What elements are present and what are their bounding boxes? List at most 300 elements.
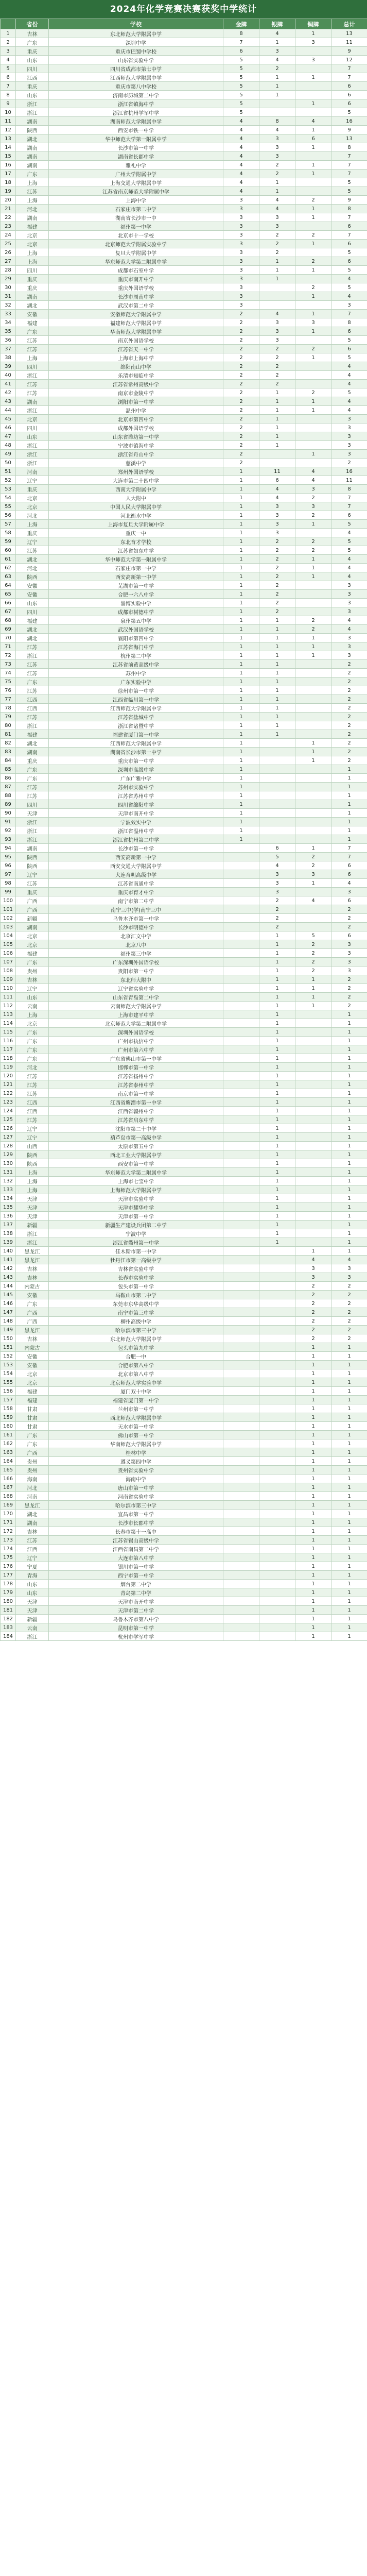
row-bronze: 1	[295, 844, 331, 853]
row-school: 长沙市周南中学	[49, 292, 223, 301]
row-province: 陕西	[16, 853, 49, 861]
row-gold: 1	[223, 511, 259, 520]
row-school: 江西省赣州中学	[49, 1107, 223, 1115]
row-gold	[223, 1492, 259, 1501]
row-province: 湖南	[16, 397, 49, 406]
table-row	[1, 1133, 367, 1142]
row-index: 121	[1, 1080, 16, 1089]
row-silver: 1	[259, 677, 295, 686]
row-bronze: 1	[295, 205, 331, 213]
row-bronze: 4	[295, 1256, 331, 1264]
table-row	[1, 896, 367, 905]
row-bronze	[295, 809, 331, 818]
table-row	[1, 1264, 367, 1273]
row-bronze: 1	[295, 1002, 331, 1010]
row-bronze: 1	[295, 642, 331, 651]
row-silver	[259, 1422, 295, 1431]
row-silver: 1	[259, 275, 295, 283]
table-row	[1, 301, 367, 310]
table-row	[1, 1492, 367, 1501]
table-row	[1, 1580, 367, 1588]
row-total: 2	[331, 748, 367, 756]
row-index: 35	[1, 327, 16, 336]
row-silver	[259, 459, 295, 467]
table-row	[1, 1080, 367, 1089]
row-bronze: 1	[295, 353, 331, 362]
table-row	[1, 1229, 367, 1238]
row-index: 162	[1, 1439, 16, 1448]
row-province: 北京	[16, 231, 49, 240]
row-total: 7	[331, 64, 367, 73]
row-index: 172	[1, 1527, 16, 1536]
row-silver: 1	[259, 730, 295, 739]
row-school: 新疆生产建设兵团第二中学	[49, 1221, 223, 1229]
row-total: 1	[331, 1483, 367, 1492]
row-province: 广东	[16, 1037, 49, 1045]
row-school: 葫芦岛市第一高级中学	[49, 1133, 223, 1142]
row-school: 华东师范大学第二附属中学	[49, 257, 223, 266]
row-silver	[259, 1510, 295, 1518]
row-index: 138	[1, 1229, 16, 1238]
row-index: 168	[1, 1492, 16, 1501]
row-gold: 1	[223, 607, 259, 616]
row-bronze	[295, 1238, 331, 1247]
row-school: 佳木斯市第一中学	[49, 1247, 223, 1256]
row-index: 33	[1, 310, 16, 318]
row-silver	[259, 1299, 295, 1308]
row-province: 上海	[16, 520, 49, 529]
table-row	[1, 213, 367, 222]
row-index: 52	[1, 476, 16, 485]
row-province: 北京	[16, 240, 49, 248]
row-gold: 1	[223, 713, 259, 721]
row-gold	[223, 1115, 259, 1124]
row-bronze: 1	[295, 29, 331, 38]
row-silver: 1	[259, 949, 295, 958]
row-bronze: 1	[295, 879, 331, 888]
row-total: 3	[331, 607, 367, 616]
table-row	[1, 318, 367, 327]
table-row	[1, 380, 367, 388]
row-school: 四川省绵阳中学	[49, 800, 223, 809]
row-school: 北京市第八中学	[49, 1369, 223, 1378]
row-bronze	[295, 529, 331, 537]
row-gold: 4	[223, 170, 259, 178]
table-row	[1, 336, 367, 345]
row-bronze: 1	[295, 739, 331, 748]
table-row	[1, 853, 367, 861]
row-gold	[223, 896, 259, 905]
row-index: 126	[1, 1124, 16, 1133]
row-province: 内蒙古	[16, 1282, 49, 1291]
row-bronze: 1	[295, 1545, 331, 1553]
row-index: 170	[1, 1510, 16, 1518]
row-gold: 3	[223, 266, 259, 275]
row-silver: 2	[259, 599, 295, 607]
row-bronze: 3	[295, 1273, 331, 1282]
row-gold: 1	[223, 502, 259, 511]
row-school: 江苏省锡山高级中学	[49, 1536, 223, 1545]
row-school: 上海师范大学附属中学	[49, 1185, 223, 1194]
row-bronze	[295, 441, 331, 450]
row-silver: 1	[259, 1037, 295, 1045]
row-province: 广东	[16, 765, 49, 774]
row-index: 48	[1, 441, 16, 450]
row-index: 132	[1, 1177, 16, 1185]
row-province: 江苏	[16, 669, 49, 677]
row-school: 重庆市第八中学校	[49, 82, 223, 91]
row-school: 浙江省杭州第二中学	[49, 835, 223, 844]
row-index: 93	[1, 835, 16, 844]
row-bronze	[295, 362, 331, 371]
row-silver	[259, 283, 295, 292]
table-row	[1, 984, 367, 993]
row-gold: 1	[223, 677, 259, 686]
row-total: 1	[331, 1580, 367, 1588]
row-silver: 2	[259, 564, 295, 572]
row-province: 四川	[16, 607, 49, 616]
row-school: 大连市第八中学	[49, 1553, 223, 1562]
row-bronze	[295, 730, 331, 739]
row-province: 重庆	[16, 82, 49, 91]
row-gold: 3	[223, 248, 259, 257]
row-bronze: 1	[295, 292, 331, 301]
row-index: 149	[1, 1326, 16, 1334]
row-total: 4	[331, 275, 367, 283]
row-bronze	[295, 222, 331, 231]
row-bronze: 1	[295, 170, 331, 178]
row-gold: 3	[223, 301, 259, 310]
row-school: 遵义第四中学	[49, 1457, 223, 1466]
row-index: 123	[1, 1098, 16, 1107]
row-province: 湖南	[16, 152, 49, 161]
row-index: 49	[1, 450, 16, 459]
row-gold	[223, 1334, 259, 1343]
row-province: 北京	[16, 931, 49, 940]
row-province: 山东	[16, 993, 49, 1002]
row-total: 1	[331, 765, 367, 774]
table-row	[1, 222, 367, 231]
row-total: 1	[331, 1107, 367, 1115]
table-row	[1, 1431, 367, 1439]
row-total: 1	[331, 1115, 367, 1124]
row-silver: 3	[259, 511, 295, 520]
row-province: 江苏	[16, 642, 49, 651]
row-bronze: 1	[295, 1615, 331, 1623]
row-silver: 5	[259, 853, 295, 861]
row-index: 53	[1, 485, 16, 494]
row-school: 杭州第二中学	[49, 651, 223, 660]
row-silver: 1	[259, 634, 295, 642]
row-gold	[223, 879, 259, 888]
row-province: 上海	[16, 1185, 49, 1194]
row-school: 合肥一中	[49, 1352, 223, 1361]
table-row	[1, 818, 367, 826]
table-row	[1, 835, 367, 844]
table-row	[1, 56, 367, 64]
row-gold	[223, 931, 259, 940]
row-total: 1	[331, 1597, 367, 1606]
row-gold	[223, 975, 259, 984]
table-row	[1, 1256, 367, 1264]
row-gold	[223, 1343, 259, 1352]
row-bronze	[295, 1133, 331, 1142]
row-gold: 2	[223, 388, 259, 397]
row-index: 176	[1, 1562, 16, 1571]
row-school: 山东省青岛第二中学	[49, 993, 223, 1002]
row-province: 北京	[16, 1369, 49, 1378]
row-bronze: 2	[295, 546, 331, 555]
row-total: 8	[331, 318, 367, 327]
row-gold	[223, 1080, 259, 1089]
row-bronze: 1	[295, 634, 331, 642]
row-province: 陕西	[16, 1159, 49, 1168]
row-province: 江西	[16, 695, 49, 704]
row-bronze: 2	[295, 967, 331, 975]
row-school: 福州第一中学	[49, 222, 223, 231]
row-school: 包头市第一中学	[49, 1282, 223, 1291]
row-index: 11	[1, 117, 16, 126]
table-row	[1, 1028, 367, 1037]
row-gold: 1	[223, 642, 259, 651]
row-total: 1	[331, 1431, 367, 1439]
row-province: 吉林	[16, 1527, 49, 1536]
row-gold	[223, 1413, 259, 1422]
row-gold	[223, 1571, 259, 1580]
row-silver: 4	[259, 861, 295, 870]
row-silver: 3	[259, 143, 295, 152]
row-silver	[259, 1518, 295, 1527]
table-row	[1, 555, 367, 564]
row-total: 1	[331, 1010, 367, 1019]
row-index: 22	[1, 213, 16, 222]
row-index: 74	[1, 669, 16, 677]
row-bronze: 1	[295, 1588, 331, 1597]
row-province: 河北	[16, 1063, 49, 1072]
row-province: 广东	[16, 1045, 49, 1054]
row-total: 1	[331, 1168, 367, 1177]
row-school: 贵州省实验中学	[49, 1466, 223, 1475]
row-school: 西北师范大学附属中学	[49, 1413, 223, 1422]
row-total: 16	[331, 467, 367, 476]
row-gold: 3	[223, 257, 259, 266]
row-silver: 1	[259, 1028, 295, 1037]
table-row	[1, 1404, 367, 1413]
row-total: 6	[331, 327, 367, 336]
row-school: 福建省厦门第一中学	[49, 1396, 223, 1404]
row-province: 江苏	[16, 791, 49, 800]
row-silver: 2	[259, 248, 295, 257]
row-silver: 1	[259, 975, 295, 984]
row-gold	[223, 1387, 259, 1396]
row-bronze: 1	[295, 266, 331, 275]
row-school: 苏州中学	[49, 669, 223, 677]
row-school: 江苏省扬州中学	[49, 1072, 223, 1080]
row-gold	[223, 1159, 259, 1168]
row-total: 6	[331, 82, 367, 91]
table-row	[1, 388, 367, 397]
table-row	[1, 459, 367, 467]
row-gold: 5	[223, 82, 259, 91]
row-gold: 2	[223, 318, 259, 327]
row-school: 泉州第五中学	[49, 616, 223, 625]
row-total: 5	[331, 187, 367, 196]
row-school: 南宁市第二中学	[49, 896, 223, 905]
row-silver: 2	[259, 555, 295, 564]
row-total: 5	[331, 520, 367, 529]
row-bronze	[295, 669, 331, 677]
row-province: 江苏	[16, 1536, 49, 1545]
row-bronze: 2	[295, 1326, 331, 1334]
row-province: 海南	[16, 1475, 49, 1483]
row-bronze: 3	[295, 502, 331, 511]
row-gold: 3	[223, 283, 259, 292]
row-total: 3	[331, 415, 367, 423]
row-silver: 1	[259, 1063, 295, 1072]
row-school: 广州市第六中学	[49, 1045, 223, 1054]
row-silver: 1	[259, 967, 295, 975]
row-index: 134	[1, 1194, 16, 1203]
row-school: 东北育才学校	[49, 537, 223, 546]
row-bronze: 1	[295, 310, 331, 318]
row-school: 南京外国语学校	[49, 336, 223, 345]
table-row	[1, 126, 367, 134]
row-province: 广东	[16, 677, 49, 686]
row-silver	[259, 1448, 295, 1457]
row-province: 上海	[16, 1168, 49, 1177]
row-index: 45	[1, 415, 16, 423]
row-total: 2	[331, 695, 367, 704]
row-total: 7	[331, 231, 367, 240]
row-province: 湖南	[16, 143, 49, 152]
row-total: 1	[331, 1369, 367, 1378]
row-school: 西安市铁一中学	[49, 126, 223, 134]
row-bronze: 1	[295, 564, 331, 572]
row-school: 上海交通大学附属中学	[49, 178, 223, 187]
row-silver: 1	[259, 1194, 295, 1203]
row-index: 92	[1, 826, 16, 835]
row-bronze	[295, 415, 331, 423]
row-bronze: 1	[295, 1387, 331, 1396]
row-silver	[259, 1545, 295, 1553]
row-silver: 3	[259, 327, 295, 336]
row-school: 哈尔滨市第三中学	[49, 1501, 223, 1510]
row-province: 浙江	[16, 371, 49, 380]
row-bronze: 2	[295, 231, 331, 240]
row-gold: 2	[223, 336, 259, 345]
row-silver: 4	[259, 494, 295, 502]
row-school: 深圳中学	[49, 38, 223, 47]
table-row	[1, 1247, 367, 1256]
row-province: 浙江	[16, 99, 49, 108]
row-index: 109	[1, 975, 16, 984]
row-gold: 2	[223, 353, 259, 362]
row-total: 5	[331, 537, 367, 546]
table-row	[1, 283, 367, 292]
row-school: 湖南省长沙市一中	[49, 213, 223, 222]
row-total: 6	[331, 257, 367, 266]
row-gold: 1	[223, 625, 259, 634]
row-total: 1	[331, 1518, 367, 1527]
row-province: 福建	[16, 949, 49, 958]
row-total: 1	[331, 1606, 367, 1615]
table-row	[1, 686, 367, 695]
row-gold	[223, 1045, 259, 1054]
row-bronze: 4	[295, 117, 331, 126]
row-school: 天津市第一中学	[49, 1212, 223, 1221]
row-bronze: 1	[295, 1553, 331, 1562]
table-row	[1, 660, 367, 669]
row-gold	[223, 1194, 259, 1203]
row-school: 成都外国语学校	[49, 423, 223, 432]
row-index: 76	[1, 686, 16, 695]
row-silver: 2	[259, 64, 295, 73]
row-silver: 3	[259, 336, 295, 345]
row-bronze	[295, 1142, 331, 1150]
row-silver: 2	[259, 537, 295, 546]
row-bronze	[295, 380, 331, 388]
row-gold: 6	[223, 47, 259, 56]
row-gold: 5	[223, 91, 259, 99]
table-row	[1, 695, 367, 704]
row-gold: 3	[223, 292, 259, 301]
row-total: 6	[331, 870, 367, 879]
row-bronze: 1	[295, 1510, 331, 1518]
row-school: 复旦大学附属中学	[49, 248, 223, 257]
row-school: 合肥市第八中学	[49, 1361, 223, 1369]
row-province: 江苏	[16, 336, 49, 345]
row-total: 3	[331, 958, 367, 967]
row-school: 吉林省实验中学	[49, 1264, 223, 1273]
row-index: 114	[1, 1019, 16, 1028]
row-silver: 1	[259, 1150, 295, 1159]
row-index: 44	[1, 406, 16, 415]
row-index: 86	[1, 774, 16, 783]
row-total: 1	[331, 1072, 367, 1080]
row-index: 106	[1, 949, 16, 958]
row-school: 山东省实验中学	[49, 56, 223, 64]
row-total: 1	[331, 1054, 367, 1063]
table-row	[1, 888, 367, 896]
table-row	[1, 923, 367, 931]
row-gold	[223, 1142, 259, 1150]
row-total: 3	[331, 940, 367, 949]
row-school: 重庆市南开中学	[49, 275, 223, 283]
row-total: 2	[331, 1282, 367, 1291]
row-gold: 2	[223, 371, 259, 380]
row-total: 2	[331, 686, 367, 695]
row-total: 1	[331, 1361, 367, 1369]
row-gold	[223, 914, 259, 923]
table-row	[1, 196, 367, 205]
row-bronze	[295, 1168, 331, 1177]
row-bronze: 6	[295, 134, 331, 143]
row-gold	[223, 1185, 259, 1194]
row-gold: 1	[223, 686, 259, 695]
table-row	[1, 1422, 367, 1431]
row-gold	[223, 1221, 259, 1229]
row-total: 7	[331, 844, 367, 853]
row-province: 浙江	[16, 441, 49, 450]
row-silver	[259, 1326, 295, 1334]
row-school: 北京八中	[49, 940, 223, 949]
row-index: 83	[1, 748, 16, 756]
row-silver: 1	[259, 642, 295, 651]
row-gold	[223, 1588, 259, 1597]
row-bronze: 3	[295, 870, 331, 879]
row-total: 1	[331, 1063, 367, 1072]
row-silver	[259, 791, 295, 800]
